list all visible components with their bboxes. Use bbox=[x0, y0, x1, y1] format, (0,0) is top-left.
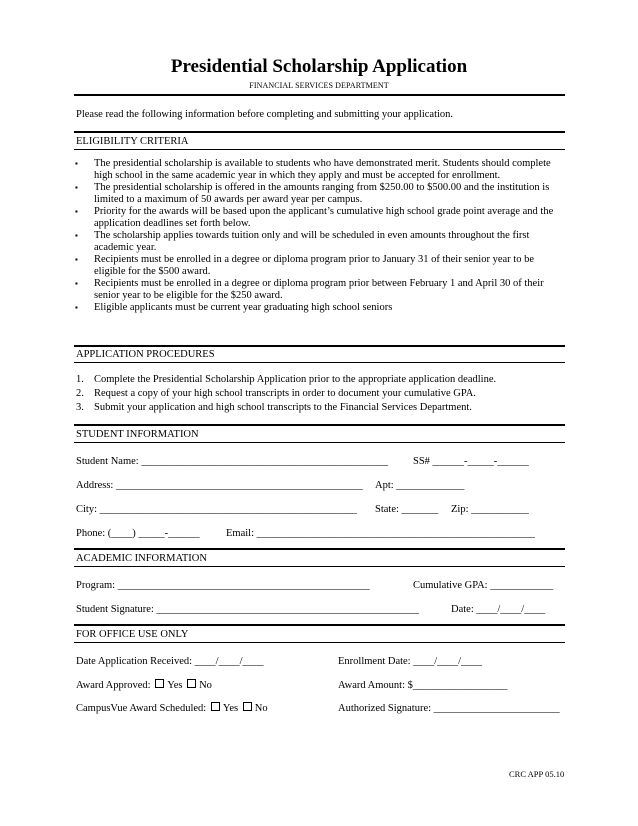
date-received-field[interactable]: Date Application Received: ____/____/____ bbox=[76, 656, 264, 667]
zip-field[interactable]: Zip: ___________ bbox=[451, 504, 529, 515]
section-divider bbox=[74, 442, 565, 443]
city-field[interactable]: City: _________________________________________________ bbox=[76, 504, 357, 515]
enrollment-date-field[interactable]: Enrollment Date: ____/____/____ bbox=[338, 656, 483, 667]
phone-field[interactable]: Phone: (____) _____-______ bbox=[76, 528, 200, 539]
no-label: No bbox=[254, 703, 268, 714]
list-item: ▪ Recipients must be enrolled in a degree or diploma program prior between February 1 and April 30 of their senior year to be eligible for the $250 award. bbox=[75, 278, 544, 301]
bullet-icon: ▪ bbox=[75, 255, 78, 264]
section-divider bbox=[74, 149, 565, 150]
award-approved-row bbox=[76, 679, 212, 692]
procedures-heading: APPLICATION PROCEDURES bbox=[76, 349, 215, 360]
section-divider bbox=[74, 424, 565, 426]
student-signature-field[interactable]: Student Signature: __________________________________________________ bbox=[76, 604, 419, 615]
list-item: ▪ The presidential scholarship is available to students who have demonstrated merit. Students should complete high school in the same academic year in which they apply and must be accepted for enrollment. bbox=[75, 158, 551, 181]
yes-label: Yes bbox=[167, 680, 183, 691]
list-item: ▪ Recipients must be enrolled in a degree or diploma program prior to January 31 of their senior year to be eligible for the $500 award. bbox=[75, 254, 534, 277]
list-item: 2. Request a copy of your high school transcripts in order to document your cumulative GPA. bbox=[76, 388, 476, 399]
ssn-field[interactable]: SS# ______-_____-______ bbox=[413, 456, 529, 467]
bullet-icon: ▪ bbox=[75, 159, 78, 168]
section-divider bbox=[74, 624, 565, 626]
list-item: ▪ The presidential scholarship is offered in the amounts ranging from $250.00 to $500.00 and the institution is limited to a maximum of 50 awards per award year per campus. bbox=[75, 182, 550, 205]
list-item: ▪ Eligible applicants must be current year graduating high school seniors bbox=[75, 302, 393, 313]
bullet-icon: ▪ bbox=[75, 207, 78, 216]
list-item: 3. Submit your application and high school transcripts to the Financial Services Department. bbox=[76, 402, 472, 413]
apt-field[interactable]: Apt: _____________ bbox=[375, 480, 465, 491]
yes-label: Yes bbox=[222, 703, 239, 714]
no-label: No bbox=[199, 680, 212, 691]
department-subtitle: FINANCIAL SERVICES DEPARTMENT bbox=[249, 81, 389, 90]
award-approved-label: Award Approved: bbox=[76, 680, 151, 691]
bullet-icon: ▪ bbox=[75, 231, 78, 240]
form-code: CRC APP 05.10 bbox=[509, 769, 565, 779]
address-field[interactable]: Address: _______________________________________________ bbox=[76, 480, 363, 491]
procedures-list bbox=[74, 373, 559, 415]
section-divider bbox=[74, 345, 565, 347]
page-title: Presidential Scholarship Application bbox=[170, 56, 468, 77]
list-item: ▪ Priority for the awards will be based upon the applicant’s cumulative high school grade point average and the application deadlines set forth below. bbox=[75, 206, 554, 229]
award-amount-field[interactable]: Award Amount: $__________________ bbox=[338, 680, 508, 691]
authorized-signature-field[interactable]: Authorized Signature: ________________________ bbox=[338, 703, 560, 714]
state-field[interactable]: State: _______ bbox=[375, 504, 439, 515]
campusvue-no-checkbox[interactable] bbox=[243, 702, 252, 711]
award-approved-yes-checkbox[interactable] bbox=[155, 679, 164, 688]
signature-date-field[interactable]: Date: ____/____/____ bbox=[451, 604, 546, 615]
email-field[interactable]: Email: _____________________________________________________ bbox=[226, 528, 535, 539]
campusvue-row bbox=[76, 702, 268, 715]
list-item: ▪ The scholarship applies towards tuition only and will be scheduled in even amounts throughout the first academic year. bbox=[75, 230, 530, 253]
bullet-icon: ▪ bbox=[75, 303, 78, 312]
list-item: 1. Complete the Presidential Scholarship Application prior to the appropriate application deadline. bbox=[76, 374, 497, 385]
eligibility-heading: ELIGIBILITY CRITERIA bbox=[76, 136, 189, 147]
eligibility-list bbox=[74, 158, 559, 314]
intro-text: Please read the following information before completing and submitting your application. bbox=[76, 109, 454, 120]
academic-info-heading: ACADEMIC INFORMATION bbox=[76, 553, 207, 564]
student-info-heading: STUDENT INFORMATION bbox=[76, 429, 199, 440]
bullet-icon: ▪ bbox=[75, 183, 78, 192]
campusvue-yes-checkbox[interactable] bbox=[211, 702, 220, 711]
program-field[interactable]: Program: ________________________________________________ bbox=[76, 580, 370, 591]
campusvue-label: CampusVue Award Scheduled: bbox=[76, 703, 207, 714]
section-divider bbox=[74, 362, 565, 363]
section-divider bbox=[74, 131, 565, 133]
header-divider bbox=[74, 94, 565, 96]
bullet-icon: ▪ bbox=[75, 279, 78, 288]
section-divider bbox=[74, 642, 565, 643]
section-divider bbox=[74, 566, 565, 567]
award-approved-no-checkbox[interactable] bbox=[187, 679, 196, 688]
section-divider bbox=[74, 548, 565, 550]
gpa-field[interactable]: Cumulative GPA: ____________ bbox=[413, 580, 554, 591]
office-use-heading: FOR OFFICE USE ONLY bbox=[76, 629, 189, 640]
student-name-field[interactable]: Student Name: _______________________________________________ bbox=[76, 456, 389, 467]
